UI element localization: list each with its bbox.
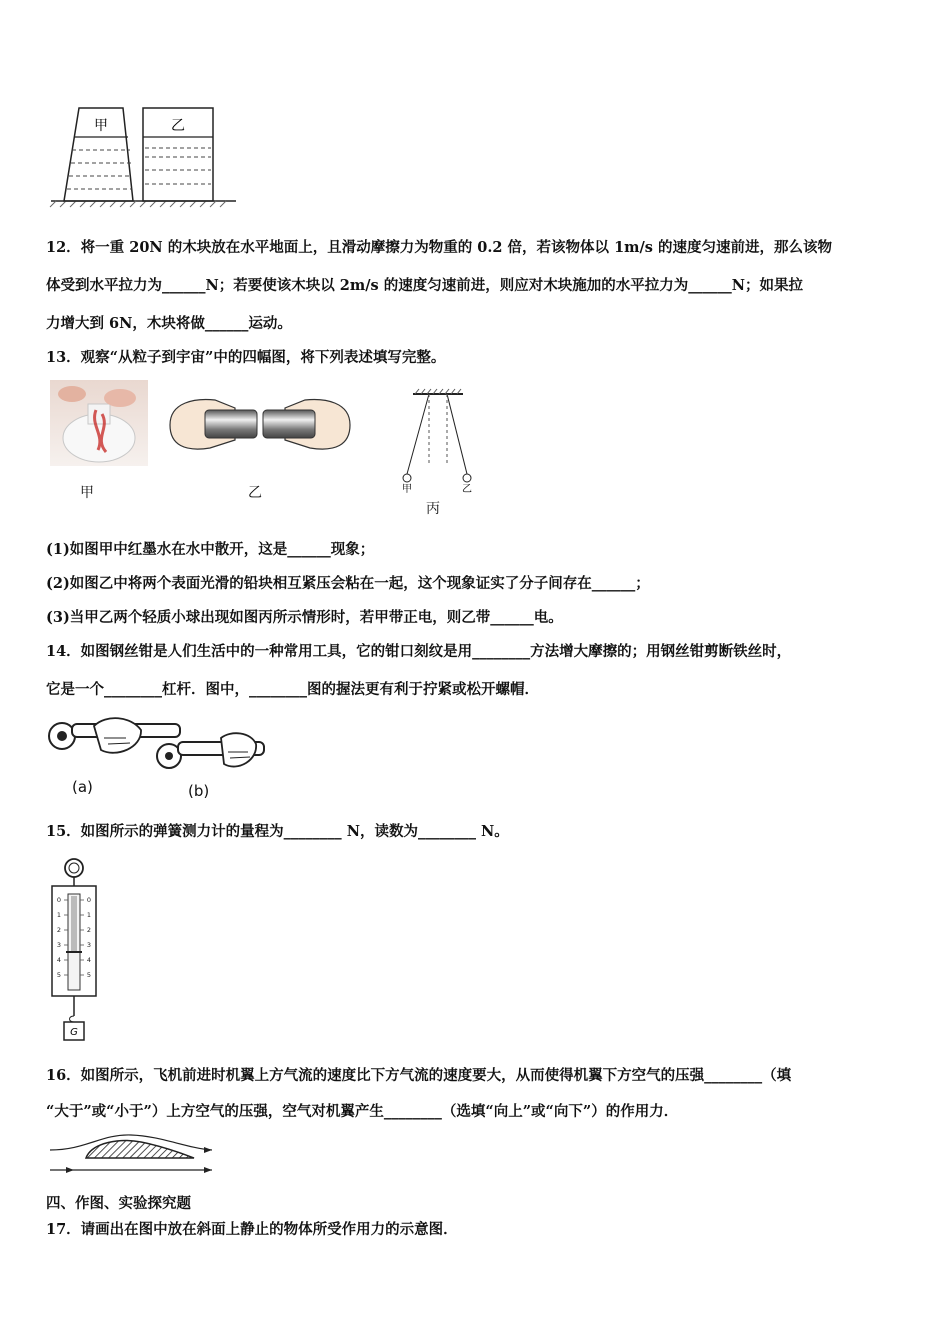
q16-line1: 16．如图所示，飞机前进时机翼上方气流的速度比下方气流的速度要大，从而使得机翼下方空气的压强________（填 <box>46 1067 792 1084</box>
ball-jia-label: 甲 <box>402 484 412 495</box>
section4-title: 四、作图、实验探究题 <box>46 1195 191 1212</box>
tick-left-3: 3 <box>56 941 62 949</box>
fig-jia-caption: 甲 <box>80 485 94 501</box>
tick-right-2: 2 <box>86 926 92 934</box>
tick-right-3: 3 <box>86 941 92 949</box>
wrench-caption-b: (b) <box>188 782 210 800</box>
tick-left-0: 0 <box>56 896 62 904</box>
lead-blocks-figure <box>165 390 355 460</box>
q13-part2: (2)如图乙中将两个表面光滑的铅块相互紧压会粘在一起，这个现象证实了分子间存在______； <box>46 575 650 592</box>
container-jia-label: 甲 <box>94 118 108 134</box>
fig-yi-caption: 乙 <box>248 485 262 501</box>
ink-diffusion-photo <box>50 380 148 466</box>
tick-left-1: 1 <box>56 911 62 919</box>
ball-yi-label: 乙 <box>462 484 472 495</box>
tick-right-1: 1 <box>86 911 92 919</box>
wrench-figure <box>46 708 271 778</box>
charged-balls-figure <box>395 388 485 496</box>
tick-right-4: 4 <box>86 956 92 964</box>
q16-line2: “大于”或“小于”）上方空气的压强，空气对机翼产生________（选填“向上”或“向下”）的作用力． <box>46 1103 679 1120</box>
q12-line1: 12．将一重 20N 的木块放在水平地面上，且滑动摩擦力为物重的 0.2 倍，若该物体以 1m/s 的速度匀速前进，那么该物 <box>46 239 833 256</box>
tick-left-4: 4 <box>56 956 62 964</box>
containers-figure <box>46 100 246 210</box>
q13-part3: (3)当甲乙两个轻质小球出现如图丙所示情形时，若甲带正电，则乙带______电。 <box>46 609 563 626</box>
spring-scale-figure <box>48 856 100 1046</box>
q13-part1: (1)如图甲中红墨水在水中散开，这是______现象； <box>46 541 375 558</box>
q17-text: 17．请画出在图中放在斜面上静止的物体所受作用力的示意图． <box>46 1221 458 1238</box>
airfoil-figure <box>46 1128 218 1176</box>
fig-bing-caption: 丙 <box>426 501 440 517</box>
tick-right-5: 5 <box>86 971 92 979</box>
wrench-caption-a: (a) <box>72 778 93 796</box>
tick-right-0: 0 <box>86 896 92 904</box>
tick-left-5: 5 <box>56 971 62 979</box>
weight-label: G <box>70 1027 78 1038</box>
tick-left-2: 2 <box>56 926 62 934</box>
container-yi-label: 乙 <box>171 118 185 134</box>
q14-line1: 14．如图钢丝钳是人们生活中的一种常用工具，它的钳口刻纹是用________方法增大摩擦的；用钢丝钳剪断铁丝时， <box>46 643 792 660</box>
q15-line1: 15．如图所示的弹簧测力计的量程为________ N，读数为________ N。 <box>46 823 509 840</box>
q12-line3: 力增大到 6N，木块将做______运动。 <box>46 315 292 332</box>
q12-line2: 体受到水平拉力为______N；若要使该木块以 2m/s 的速度匀速前进，则应对木块施加的水平拉力为______N；如果拉 <box>46 277 803 294</box>
q14-line2: 它是一个________杠杆．图中，________图的握法更有利于拧紧或松开螺帽． <box>46 681 539 698</box>
q13-title: 13．观察“从粒子到宇宙”中的四幅图，将下列表述填写完整。 <box>46 349 446 366</box>
